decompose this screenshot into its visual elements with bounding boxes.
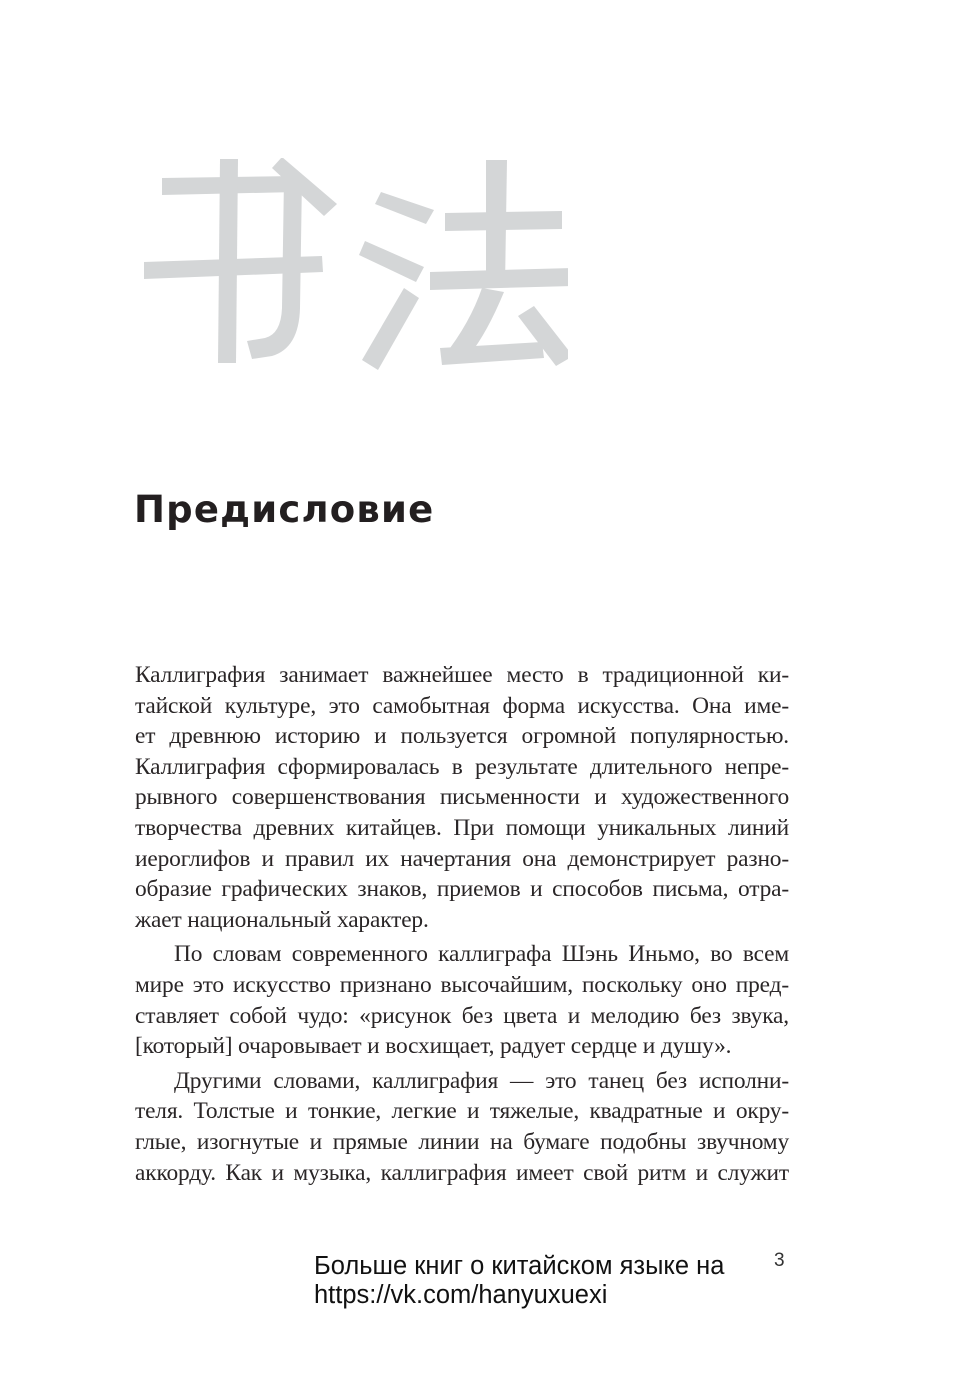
paragraph-2: [135, 939, 789, 1061]
text-line: мире это искусство признано высочайшим, поскольку оно пред-: [135, 971, 789, 998]
text-line: образие графических знаков, приемов и способов письма, отра-: [135, 876, 789, 903]
footer-note-link[interactable]: https://vk.com/hanyuxuexi: [314, 1281, 608, 1309]
text-line: Другими словами, каллиграфия — это танец без исполни-: [174, 1067, 789, 1094]
text-line: жает национальный характер.: [135, 906, 429, 933]
footer-promo-note: [314, 1252, 724, 1310]
text-line: иероглифов и правил их начертания она демонстрирует разно-: [135, 845, 789, 872]
text-line: ет древнюю историю и пользуется огромной популярностью.: [135, 723, 789, 750]
text-line: По словам современного каллиграфа Шэнь Иньмо, во всем: [174, 941, 789, 968]
calligraphy-hanzi-heading: [132, 158, 568, 372]
text-line: [который] очаровывает и восхищает, радует сердце и душу».: [135, 1033, 732, 1060]
text-line: глые, изогнутые и прямые линии на бумаге подобны звучному: [135, 1128, 789, 1155]
text-line: ставляет собой чудо: «рисунок без цвета и мелодию без звука,: [135, 1002, 789, 1029]
paragraph-3: [135, 1066, 789, 1188]
text-line: теля. Толстые и тонкие, легкие и тяжелые, квадратные и окру-: [135, 1098, 789, 1125]
text-line: тайской культуре, это самобытная форма искусства. Она име-: [135, 692, 789, 719]
text-line: творчества древних китайцев. При помощи уникальных линий: [135, 814, 789, 841]
text-line: рывного совершенствования письменности и художественного: [135, 784, 789, 811]
paragraph-1: [135, 660, 789, 935]
text-line: аккорду. Как и музыка, каллиграфия имеет свой ритм и служит: [135, 1159, 789, 1186]
page-number: 3: [774, 1250, 785, 1271]
footer-note-text: Больше книг о китайском языке на: [314, 1252, 725, 1280]
body-text: [135, 660, 789, 1188]
hanzi-shufa-glyphs: [132, 158, 568, 372]
chapter-title: Предисловие: [134, 488, 435, 531]
text-line: Каллиграфия занимает важнейшее место в традиционной ки-: [135, 662, 789, 688]
text-line: Каллиграфия сформировалась в результате длительного непре-: [135, 753, 789, 780]
